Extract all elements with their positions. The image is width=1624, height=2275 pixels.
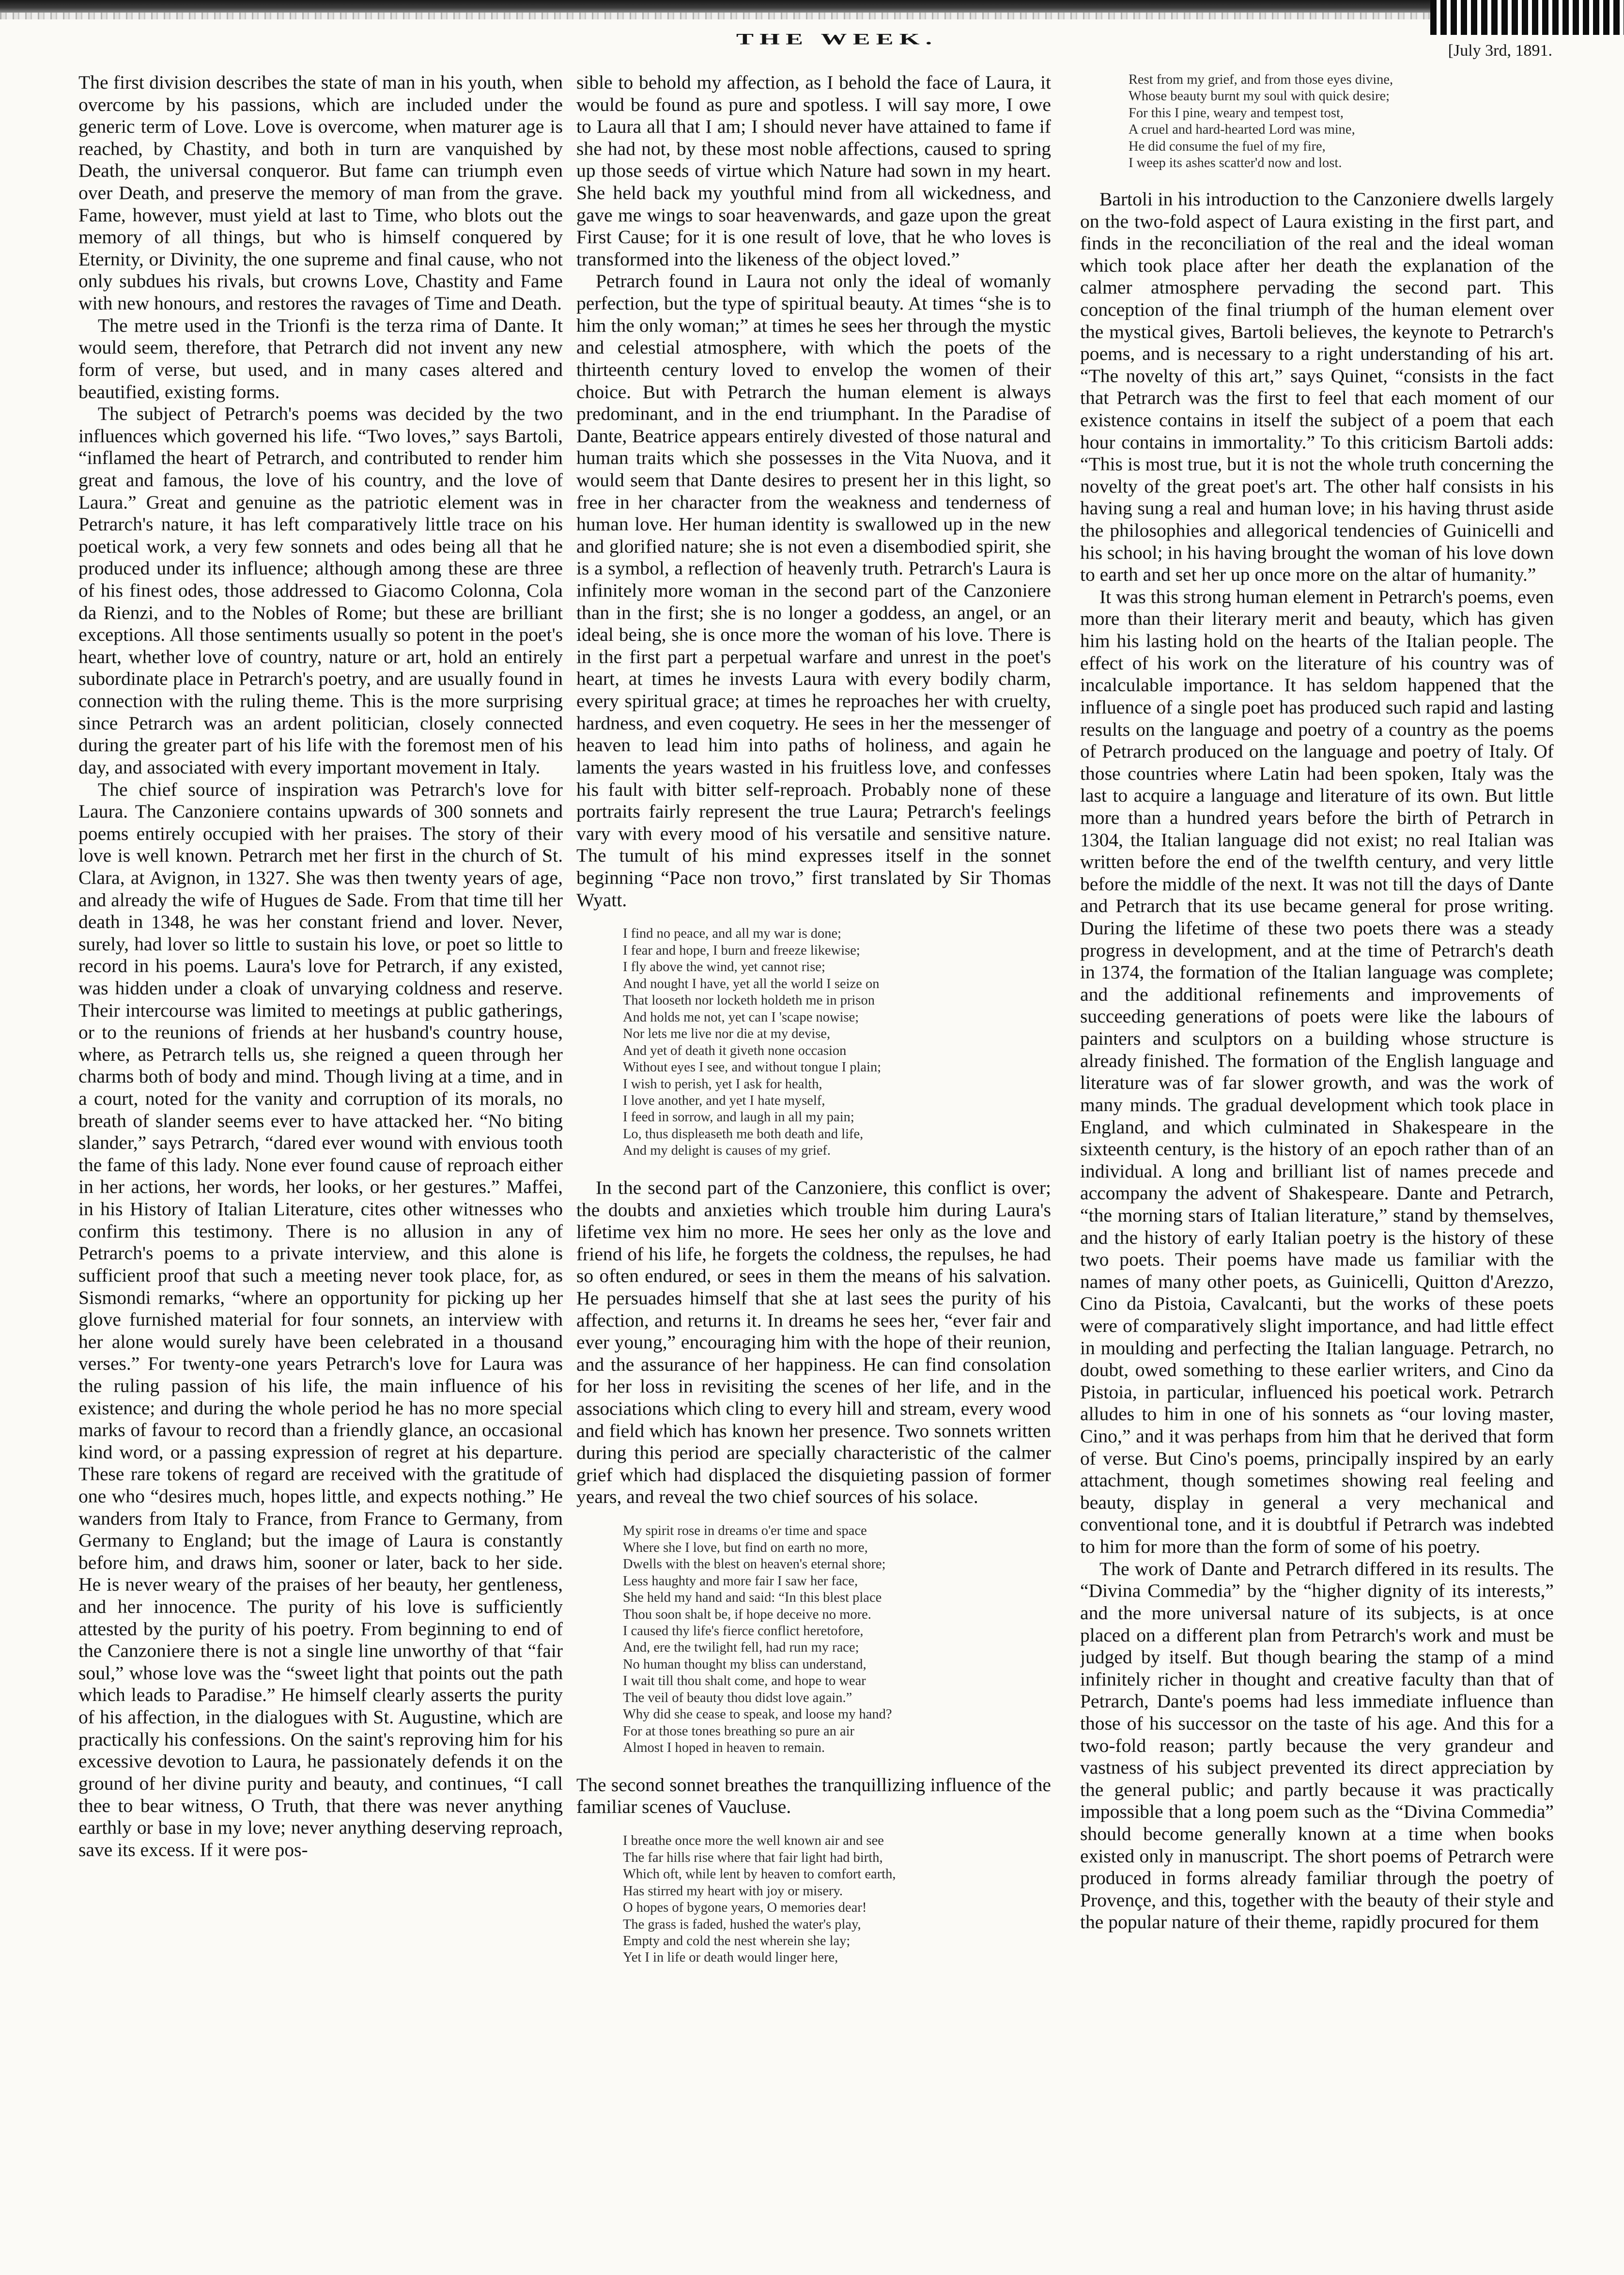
- masthead: [0, 0, 1624, 60]
- poem-line: And, ere the twilight fell, had run my race;: [623, 1640, 859, 1656]
- poem-line: I wish to perish, yet I ask for health,: [623, 1076, 822, 1092]
- poem-line: I breathe once more the well known air and see: [623, 1833, 884, 1849]
- poem-line: I fear and hope, I burn and freeze likewise;: [623, 943, 860, 958]
- poem-line: Rest from my grief, and from those eyes divine,: [1129, 72, 1393, 87]
- poem-line: Nor lets me live nor die at my devise,: [623, 1026, 831, 1042]
- scan-torn-edge: [0, 13, 1624, 19]
- scan-top-band: [0, 0, 1624, 13]
- poem-line: I fly above the wind, yet cannot rise;: [623, 960, 825, 975]
- poem-line: And yet of death it giveth none occasion: [623, 1043, 847, 1058]
- poem-pace-non-trovo: [623, 926, 1051, 1160]
- poem-line: And nought I have, yet all the world I seize on: [623, 976, 880, 991]
- poem-line: Lo, thus displeaseth me both death and life,: [623, 1126, 864, 1142]
- poem-line: That looseth nor locketh holdeth me in prison: [623, 993, 875, 1008]
- poem-line: A cruel and hard-hearted Lord was mine,: [1129, 122, 1355, 138]
- column-left: [78, 72, 563, 2242]
- poem-line: My spirit rose in dreams o'er time and space: [623, 1523, 867, 1539]
- poem-line: The grass is faded, hushed the water's play,: [623, 1917, 861, 1932]
- poem-line: Where she I love, but find on earth no more,: [623, 1540, 868, 1555]
- poem-line: For this I pine, weary and tempest tost,: [1129, 105, 1344, 121]
- poem-line: Dwells with the blest on heaven's eternal shore;: [623, 1557, 886, 1572]
- poem-line: The veil of beauty thou didst love again.”: [623, 1690, 852, 1705]
- poem-line: Almost I hoped in heaven to remain.: [623, 1740, 825, 1756]
- poem-line: For at those tones breathing so pure an air: [623, 1723, 855, 1739]
- paragraph: The second sonnet breathes the tranquillizing influence of the familiar scenes of Vaucluse.: [576, 1774, 1051, 1818]
- poem-line: I wait till thou shalt come, and hope to wear: [623, 1673, 866, 1689]
- poem-line: I love another, and yet I hate myself,: [623, 1093, 825, 1108]
- poem-line: She held my hand and said: “In this blest place: [623, 1590, 882, 1606]
- poem-line: And my delight is causes of my grief.: [623, 1143, 831, 1159]
- poem-line: Whose beauty burnt my soul with quick desire;: [1129, 89, 1390, 104]
- poem-dream-sonnet: [623, 1523, 1051, 1757]
- poem-vaucluse-sonnet: [623, 1833, 1051, 1966]
- poem-line: Less haughty and more fair I saw her face,: [623, 1573, 858, 1589]
- poem-line: I weep its ashes scatter'd now and lost.: [1129, 155, 1342, 171]
- poem-line: Thou soon shalt be, if hope deceive no more.: [623, 1607, 871, 1622]
- poem-line: He did consume the fuel of my fire,: [1129, 139, 1326, 154]
- poem-line: I find no peace, and all my war is done;: [623, 926, 842, 942]
- column-middle: [576, 72, 1051, 2242]
- poem-line: Has stirred my heart with joy or misery.: [623, 1883, 843, 1899]
- poem-line: No human thought my bliss can understand,: [623, 1656, 866, 1672]
- paragraph: The work of Dante and Petrarch differed in its results. The “Divina Commedia” by the “higher dignity of its interests,” and the more universal nature of its subjects, is at once placed on a different plan from Petrarch's work and must be judged by itself. But though bearing the stamp of a mind infinitely richer in thought and creative faculty than that of Petrarch, Dante's poems had less immediate influence than those of his successor on the taste of his age. And this for a two-fold reason; partly because the very grandeur and vastness of his subject prevented its direct appreciation by the general public; and partly because it was practically impossible that a long poem such as the “Divina Commedia” should become generally known at a time when books existed only in manuscript. The short poems of Petrarch were produced in forms already familiar through the poetry of Provençe, and this, together with the beauty of their style and the popular nature of their theme, rapidly procured for them: [1080, 1558, 1554, 1933]
- issue-date: [July 3rd, 1891.: [1448, 42, 1552, 60]
- poem-line: The far hills rise where that fair light had birth,: [623, 1850, 883, 1865]
- poem-line: Which oft, while lent by heaven to comfort earth,: [623, 1867, 896, 1882]
- paragraph: The first division describes the state of man in his youth, when overcome by his passions, which are included under the generic term of Love. Love is overcome, when maturer age is reached, by Chastity, and both in turn are vanquished by Death, the universal conqueror. But fame can triumph even over Death, and preserve the memory of man from the grave. Fame, however, must yield at last to Time, who blots out the memory of all things, but who is himself conquered by Eternity, or Divinity, the one supreme and final cause, who not only subdues his rivals, but crowns Love, Chastity and Fame with new honours, and restores the ravages of Time and Death.: [78, 72, 563, 314]
- paragraph: In the second part of the Canzoniere, this conflict is over; the doubts and anxieties which trouble him during Laura's lifetime vex him no more. He sees her only as the love and friend of his life, he forgets the coldness, the repulses, he had so often endured, or sees in them the means of his salvation. He persuades himself that she at last sees the purity of his affection, and returns it. In dreams he sees her, “ever fair and ever young,” encouraging him with the hope of their reunion, and the assurance of her happiness. He can find consolation for her loss in revisiting the scenes of her life, and in the associations which cling to every hill and stream, every wood and field which has known her presence. Two sonnets written during this period are specially characteristic of the calmer grief which had displaced the disquieting passion of former years, and reveal the two chief sources of his solace.: [576, 1176, 1051, 1508]
- poem-line: And holds me not, yet can I 'scape nowise;: [623, 1009, 859, 1025]
- poem-line: Why did she cease to speak, and loose my hand?: [623, 1707, 892, 1722]
- poem-line: O hopes of bygone years, O memories dear!: [623, 1900, 867, 1916]
- paragraph: The metre used in the Trionfi is the terza rima of Dante. It would seem, therefore, that Petrarch did not invent any new form of verse, but used, and in many cases altered and beautified, existing forms.: [78, 314, 563, 402]
- poem-line: Empty and cold the nest wherein she lay;: [623, 1933, 851, 1949]
- paragraph: Petrarch found in Laura not only the ideal of womanly perfection, but the type of spiritual beauty. At times “she is to him the only woman;” at times he sees her through the mystic and celestial atmosphere, with which the poets of the thirteenth century loved to envelop the women of their choice. But with Petrarch the human element is always predominant, and in the end triumphant. In the Paradise of Dante, Beatrice appears entirely divested of those natural and human traits which she possesses in the Vita Nuova, and it would seem that Dante desires to present her in this light, so free in her character from the weakness and tenderness of human love. Her human identity is swallowed up in the new and glorified nature; she is not even a disembodied spirit, she is a symbol, a reflection of heavenly truth. Petrarch's Laura is infinitely more woman in the second part of the Canzoniere than in the first; she is no longer a goddess, an angel, or an ideal being, she is once more the woman of his love. There is in the first part a perpetual warfare and unrest in the poet's heart, at times he invests Laura with every bodily charm, every spiritual grace; at times he reproaches her with cruelty, hardness, and even coquetry. He sees in her the messenger of heaven to lead him into paths of holiness, and again he laments the years wasted in his fruitless love, and confesses his fault with bitter self-reproach. Probably none of these portraits fairly represent the true Laura; Petrarch's feelings vary with every mood of his versatile and sensitive nature. The tumult of his mind expresses itself in the sonnet beginning “Pace non trovo,” first translated by Sir Thomas Wyatt.: [576, 270, 1051, 911]
- running-title: THE WEEK.: [736, 30, 938, 48]
- paragraph: The chief source of inspiration was Petrarch's love for Laura. The Canzoniere contains upwards of 300 sonnets and poems entirely occupied with her praises. The story of their love is well known. Petrarch met her first in the church of St. Clara, at Avignon, in 1327. She was then twenty years of age, and already the wife of Hugues de Sade. From that time till her death in 1348, he was her constant friend and lover. Never, surely, had lover so little to sustain his love, or poet so little to record in his poems. Laura's love for Petrarch, if any existed, was hidden under a cloak of unvarying coldness and reserve. Their intercourse was limited to meetings at public gatherings, or to the reunions of friends at her husband's country house, where, as Petrarch tells us, she reigned a queen through her charms both of body and mind. Though living at a time, and in a court, noted for the vanity and corruption of its morals, no breath of slander seems ever to have attacked her. “No biting slander,” says Petrarch, “dared ever wound with envious tooth the fame of this lady. None ever found cause of reproach either in her actions, her words, her looks, or her gestures.” Maffei, in his History of Italian Literature, cites other witnesses who confirm this testimony. There is no allusion in any of Petrarch's poems to a private interview, and this alone is sufficient proof that such a meeting never took place, for, as Sismondi remarks, “where an opportunity for picking up her glove furnished material for four sonnets, an interview with her alone would surely have been celebrated in a thousand verses.” For twenty-one years Petrarch's love for Laura was the ruling passion of his life, the main influence of his existence; and during the whole period he has no more special marks of favour to record than a friendly glance, an occasional kind word, or a passing expression of regret at his departure. These rare tokens of regard are received with the gratitude of one who “desires much, hopes little, and expects nothing.” He wanders from Italy to France, from France to Germany, from Germany to England; but the image of Laura is constantly before him, and draws him, sooner or later, back to her side. He is never weary of the praises of her beauty, her gentleness, and her innocence. The purity of his love is sufficiently attested by the purity of his poetry. From beginning to end of the Canzoniere there is not a single line unworthy of that “fair soul,” whose love was the “sweet light that points out the path which leads to Paradise.” He himself clearly asserts the purity of his affection, in the dialogues with St. Augustine, which are practically his confessions. On the saint's reproving him for his excessive devotion to Laura, he passionately defends it on the ground of her divine purity and beauty, and continues, “I call thee to bear witness, O Truth, that there was never anything earthly or base in my love; never anything deserving reproach, save its excess. If it were pos-: [78, 778, 563, 1860]
- poem-line: Without eyes I see, and without tongue I plain;: [623, 1060, 882, 1075]
- paragraph: Bartoli in his introduction to the Canzoniere dwells largely on the two-fold aspect of Laura existing in the first part, and finds in the reconciliation of the real and the ideal woman which took place after her death the explanation of the calmer atmosphere pervading the second part. This conception of the final triumph of the human element over the mystical gives, Bartoli believes, the keynote to Petrarch's poems, and is necessary to a right understanding of his art. “The novelty of this art,” says Quinet, “consists in the fact that Petrarch was the first to feel that each moment of our existence contains in itself the subject of a poem that each hour contains in immortality.” To this criticism Bartoli adds: “This is most true, but it is not the whole truth concerning the novelty of the great poet's art. The other half consists in his having sung a real and human love; in his having thrust aside the philosophies and allegorical tendencies of Guinicelli and his school; in his having brought the woman of his love down to earth and set her up once more on the altar of humanity.”: [1080, 188, 1554, 586]
- poem-vaucluse-sonnet-end: [1129, 72, 1554, 172]
- poem-line: Yet I in life or death would linger here,: [623, 1950, 838, 1965]
- paragraph: The subject of Petrarch's poems was decided by the two influences which governed his life. “Two loves,” says Bartoli, “inflamed the heart of Petrarch, and contributed to render him great and famous, the love of his country, and the love of Laura.” Great and genuine as the patriotic element was in Petrarch's nature, it has left comparatively little trace on his poetical work, a very few sonnets and odes being all that he produced under its influence; although among these are three of his finest odes, those addressed to Giacomo Colonna, Cola da Rienzi, and to the Nobles of Rome; but these are brilliant exceptions. All those sentiments usually so potent in the poet's heart, whether love of country, nature or art, hold an entirely subordinate place in Petrarch's poetry, and are usually found in connection with the ruling theme. This is the more surprising since Petrarch was an ardent politician, closely connected during the greater part of his life with the foremost men of his day, and associated with every important movement in Italy.: [78, 403, 563, 778]
- poem-line: I caused thy life's fierce conflict heretofore,: [623, 1623, 864, 1639]
- edge-barcode: [1430, 0, 1624, 35]
- paragraph: It was this strong human element in Petrarch's poems, even more than their literary merit and beauty, which has given him his lasting hold on the hearts of the Italian people. The effect of his work on the literature of his country was of incalculable importance. It has seldom happened that the influence of a single poet has produced such rapid and lasting results on the language and poetry of a country as the poems of Petrarch produced on the language and poetry of Italy. Of those countries where Latin had been spoken, Italy was the last to acquire a language and literature of its own. But little more than a hundred years before the birth of Petrarch in 1304, the Italian language did not exist; no real Italian was written before the end of the twelfth century, and very little before the middle of the next. It was not till the days of Dante and Petrarch that its use became general for prose writing. During the lifetime of these two poets there was a steady progress in development, and at the time of Petrarch's death in 1374, the formation of the Italian language was complete; and the additional refinements and improvements of succeeding generations of poets were like the labours of painters and sculptors on a building whose structure is already finished. The formation of the English language and literature was of far slower growth, and was the work of many minds. The gradual development which took place in England, and which culminated in Shakespeare in the sixteenth century, is the history of an epoch rather than of an individual. A long and brilliant list of names precede and accompany the advent of Shakespeare. Dante and Petrarch, “the morning stars of Italian literature,” stand by themselves, and the history of early Italian poetry is the history of these two poets. Their poems have made us familiar with the names of many other poets, as Guinicelli, Quitton d'Arezzo, Cino da Pistoia, Cavalcanti, but the works of these poets were of comparatively slight importance, and had little effect in moulding and perfecting the Italian language. Petrarch, no doubt, owed something to these earlier writers, and Cino da Pistoia, in particular, influenced his poetical work. Petrarch alludes to him in one of his sonnets as “our loving master, Cino,” and it was perhaps from him that he derived that form of verse. But Cino's poems, principally inspired by an early attachment, though sometimes showing real feeling and beauty, display in general a very mechanical and conventional tone, and it is doubtful if Petrarch was indebted to him for more than the form of some of his poetry.: [1080, 586, 1554, 1558]
- paragraph: sible to behold my affection, as I behold the face of Laura, it would be found as pure and spotless. I will say more, I owe to Laura all that I am; I should never have attained to fame if she had not, by these most noble affections, caused to spring up those seeds of virtue which Nature had sown in my heart. She held back my youthful mind from all wickedness, and gave me wings to soar heavenwards, and gaze upon the great First Cause; for it is one result of love, that he who loves is transformed into the likeness of the object loved.”: [576, 72, 1051, 270]
- column-right: [1080, 72, 1554, 2242]
- poem-line: I feed in sorrow, and laugh in all my pain;: [623, 1110, 854, 1125]
